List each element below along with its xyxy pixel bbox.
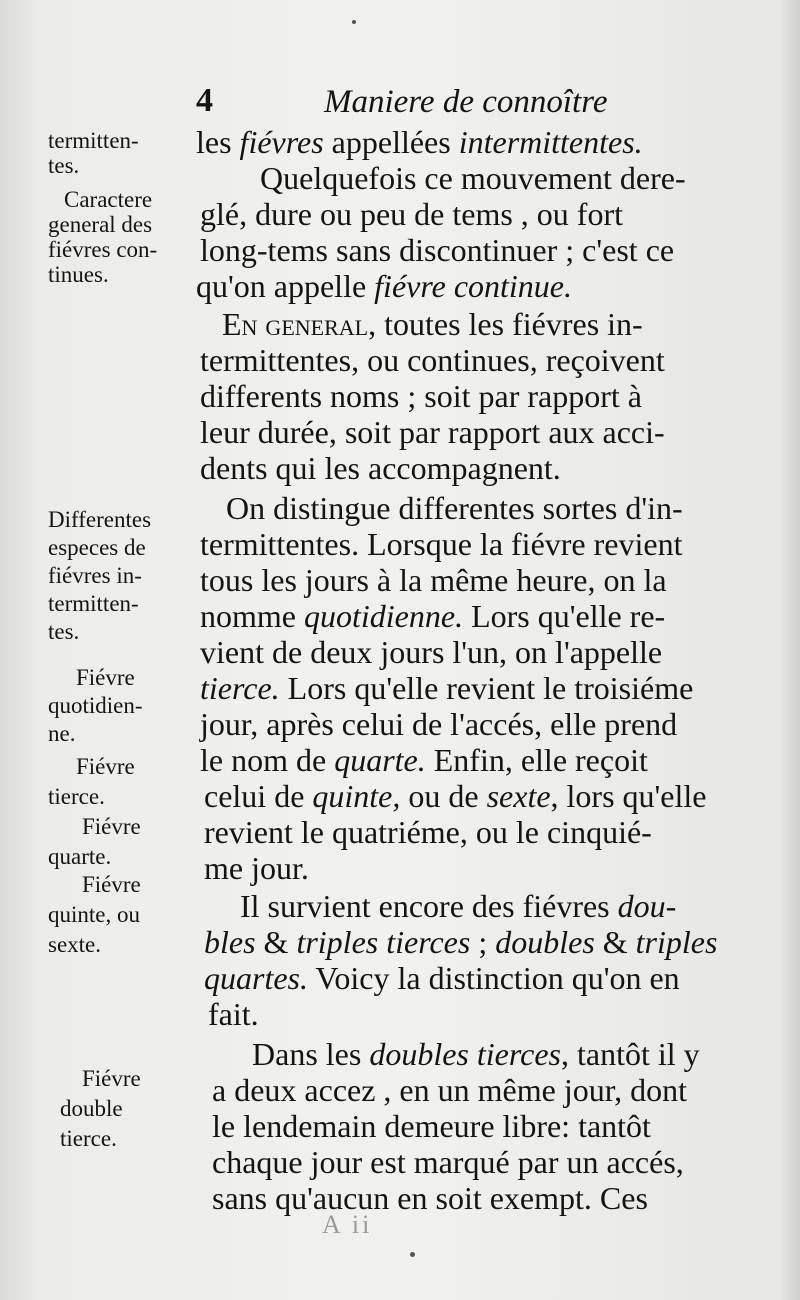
ink-speck (352, 20, 356, 24)
text-line: quartes. Voicy la distinction qu'on en (204, 960, 680, 996)
text-line: Dans les doubles tierces, tantôt il y (252, 1036, 700, 1072)
note-line: Fiévre (82, 1066, 141, 1091)
text-line: termittentes. Lorsque la fiévre revient (200, 526, 683, 562)
text-line: les fiévres appellées intermittentes. (196, 124, 643, 160)
note-line: Fiévre (82, 872, 141, 897)
text-line: bles & triples tierces ; doubles & triples (204, 924, 718, 960)
note-line: Fiévre (82, 814, 141, 839)
text-line: nomme quotidienne. Lors qu'elle re- (200, 598, 666, 634)
text-line: qu'on appelle fiévre continue. (196, 268, 572, 304)
note-line: quinte, ou (48, 902, 140, 927)
text-line: On distingue differentes sortes d'in- (226, 490, 683, 526)
text-line: celui de quinte, ou de sexte, lors qu'elle (204, 778, 707, 814)
text-line: long-tems sans discontinuer ; c'est ce (200, 232, 675, 268)
signature-mark: A ii (322, 1210, 373, 1239)
note-line: quotidien- (48, 693, 143, 718)
text-line: differents noms ; soit par rapport à (200, 378, 642, 414)
text-line: chaque jour est marqué par un accés, (212, 1144, 684, 1180)
text-line: le lendemain demeure libre: tantôt (212, 1108, 651, 1144)
note-line: termitten- (48, 128, 139, 153)
note-line: tierce. (60, 1126, 117, 1151)
text-line: me jour. (204, 850, 309, 886)
text-line: glé, dure ou peu de tems , ou fort (200, 196, 623, 232)
text-line: vient de deux jours l'un, on l'appelle (200, 634, 663, 670)
text-line: Quelquefois ce mouvement dere- (260, 160, 686, 196)
note-line: Fiévre (76, 754, 135, 779)
text-line: a deux accez , en un même jour, dont (212, 1072, 687, 1108)
note-line: tierce. (48, 784, 105, 809)
running-title: Maniere de connoître (324, 84, 608, 120)
note-line: fiévres con- (48, 237, 158, 262)
text-line: termittentes, ou continues, reçoivent (200, 342, 665, 378)
text-line: leur durée, soit par rapport aux acci- (200, 414, 665, 450)
note-line: tes. (48, 153, 80, 178)
note-line: Caractere (64, 187, 153, 212)
text-line: tierce. Lors qu'elle revient le troisiéme (200, 670, 694, 706)
note-line: fiévres in- (48, 563, 142, 588)
note-line: Fiévre (76, 665, 135, 690)
note-line: termitten- (48, 591, 139, 616)
note-line: Differentes (48, 507, 152, 532)
note-line: tes. (48, 619, 80, 644)
text-line: le nom de quarte. Enfin, elle reçoit (200, 742, 648, 778)
note-line: quarte. (48, 844, 112, 869)
text-line: sans qu'aucun en soit exempt. Ces (212, 1180, 648, 1216)
note-line: especes de (48, 535, 146, 560)
text-line: En general, toutes les fiévres in- (222, 306, 643, 342)
text-line: revient le quatriéme, ou le cinquié- (204, 814, 652, 850)
text-line: fait. (208, 996, 259, 1032)
page-number: 4 (196, 82, 213, 119)
note-line: ne. (48, 721, 76, 746)
ink-speck (410, 1252, 415, 1257)
text-line: tous les jours à la même heure, on la (200, 562, 667, 598)
note-line: double (60, 1096, 123, 1121)
text-line: jour, après celui de l'accés, elle prend (200, 706, 678, 742)
note-line: general des (48, 212, 153, 237)
text-line: dents qui les accompagnent. (200, 450, 561, 486)
note-line: sexte. (48, 932, 102, 957)
text-line: Il survient encore des fiévres dou- (240, 888, 677, 924)
note-line: tinues. (48, 262, 109, 287)
